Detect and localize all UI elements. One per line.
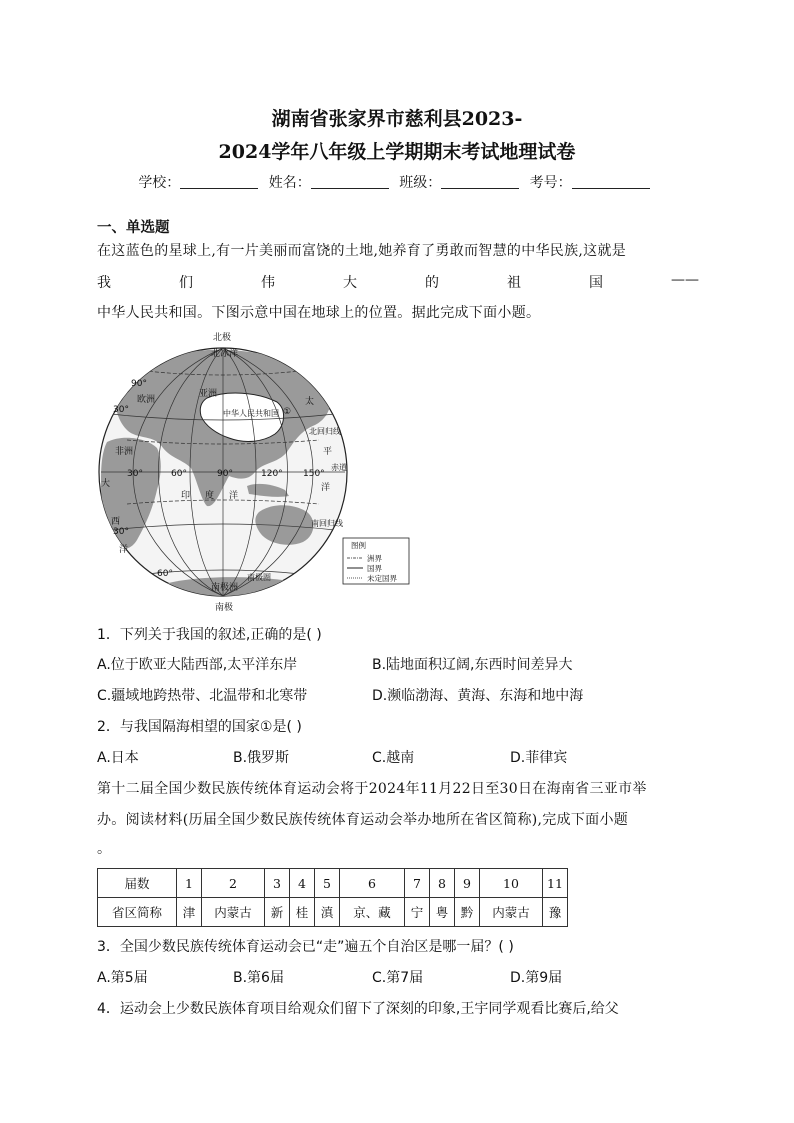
table-cell: 桂 [290, 898, 315, 927]
pacific-label-2: 平 [323, 447, 333, 457]
marker-1-label: ① [283, 407, 292, 417]
table-row [98, 869, 568, 898]
school-blank[interactable] [180, 174, 258, 189]
table-cell: 粤 [430, 898, 455, 927]
tropic-cancer-label: 北回归线 [309, 427, 341, 436]
longitude-30-label: 30° [127, 469, 143, 479]
longitude-60-label: 60° [171, 469, 187, 479]
table-cell: 黔 [455, 898, 480, 927]
intro-dash: —— [671, 272, 699, 288]
q1-option-d[interactable]: D.濒临渤海、黄海、东海和地中海 [372, 688, 584, 704]
legend-undefined-boundary: 未定国界 [367, 574, 397, 583]
table-cell: 内蒙古 [480, 898, 543, 927]
pacific-label-3: 洋 [321, 483, 331, 493]
intro-line1: 在这蓝色的星球上,有一片美丽而富饶的土地,她养育了勇敢而智慧的中华民族,这就是 [97, 243, 627, 259]
q2-option-c[interactable]: C.越南 [372, 750, 415, 766]
table-cell: 省区简称 [98, 898, 177, 927]
table-cell: 10 [480, 869, 543, 898]
south-pole-label: 南极 [215, 603, 234, 613]
table-cell: 1 [177, 869, 202, 898]
q2-option-d[interactable]: D.菲律宾 [510, 750, 568, 766]
legend-national-boundary: 国界 [367, 564, 382, 573]
q3-option-b[interactable]: B.第6届 [233, 970, 284, 986]
table-cell: 8 [430, 869, 455, 898]
intro-word: 国 [589, 275, 603, 291]
table-cell: 内蒙古 [202, 898, 265, 927]
indian-ocean-label-1: 印 [181, 491, 191, 501]
table-cell: 5 [315, 869, 340, 898]
student-info-line [0, 172, 794, 192]
longitude-150-label: 150° [303, 469, 325, 479]
table-cell: 京、藏 [340, 898, 405, 927]
question-1-stem: 1．下列关于我国的叙述,正确的是( ) [97, 627, 322, 643]
china-label: 中华人民共和国 [223, 409, 279, 418]
equator-label: 赤道 [331, 463, 347, 472]
table-cell: 11 [543, 869, 568, 898]
atlantic-label-1: 大 [101, 479, 111, 489]
asia-label: 亚洲 [199, 389, 218, 399]
table-cell: 滇 [315, 898, 340, 927]
atlantic-label-2: 西 [111, 517, 121, 527]
q2-option-b[interactable]: B.俄罗斯 [233, 750, 290, 766]
indian-ocean-label-3: 洋 [229, 491, 239, 501]
longitude-120-label: 120° [261, 469, 283, 479]
exam-title-line1: 湖南省张家界市慈利县2023- [271, 108, 523, 130]
table-cell: 3 [265, 869, 290, 898]
exam-title-line2: 2024学年八年级上学期期末考试地理试卷 [218, 141, 576, 163]
globe-map [97, 330, 417, 615]
question-4-stem: 4．运动会上少数民族体育项目给观众们留下了深刻的印象,王宇同学观看比赛后,给父 [97, 1001, 619, 1017]
question-3-stem: 3．全国少数民族传统体育运动会已“走”遍五个自治区是哪一届？( ) [97, 939, 514, 955]
latitude-90-label: 90° [131, 379, 147, 389]
antarctica-label: 南极洲 [211, 583, 239, 593]
legend-title: 图例 [351, 541, 366, 550]
q3-option-a[interactable]: A.第5届 [97, 970, 148, 986]
q3-option-c[interactable]: C.第7届 [372, 970, 424, 986]
q1-option-c[interactable]: C.疆域地跨热带、北温带和北寒带 [97, 688, 308, 704]
map-legend [343, 538, 409, 584]
table-cell: 新 [265, 898, 290, 927]
material-line2: 办。阅读材料(历届全国少数民族传统体育运动会举办地所在省区简称),完成下面小题 [97, 812, 629, 828]
name-label: 姓名： [268, 175, 311, 191]
name-blank[interactable] [311, 174, 389, 189]
class-label: 班级： [399, 175, 442, 191]
africa-label: 非洲 [115, 447, 134, 457]
intro-word: 伟 [261, 275, 275, 291]
class-blank[interactable] [441, 174, 519, 189]
material-line3: 。 [97, 841, 112, 857]
q1-option-a[interactable]: A.位于欧亚大陆西部,太平洋东岸 [97, 657, 298, 673]
pacific-label-1: 太 [305, 397, 315, 407]
q3-option-d[interactable]: D.第9届 [510, 970, 563, 986]
longitude-90-label: 90° [217, 469, 233, 479]
table-cell: 7 [405, 869, 430, 898]
indian-ocean-label-2: 度 [205, 491, 215, 501]
europe-label: 欧洲 [137, 395, 156, 405]
exam-number-blank[interactable] [572, 174, 650, 189]
table-cell: 宁 [405, 898, 430, 927]
question-2-stem: 2．与我国隔海相望的国家①是( ) [97, 719, 302, 735]
table-row [98, 898, 568, 927]
exam-number-label: 考号： [529, 175, 572, 191]
table-cell: 津 [177, 898, 202, 927]
antarctic-circle-label: 南极圈 [247, 573, 271, 582]
intro-word: 祖 [507, 275, 521, 291]
latitude-60s-label: 60° [157, 569, 173, 579]
material-line1: 第十二届全国少数民族传统体育运动会将于2024年11月22日至30日在海南省三亚市举 [97, 781, 647, 797]
latitude-30s-label: 30° [113, 527, 129, 537]
table-cell: 2 [202, 869, 265, 898]
table-cell: 9 [455, 869, 480, 898]
latitude-30n-label: 30° [113, 405, 129, 415]
legend-continent-boundary: 洲界 [367, 554, 382, 563]
q2-option-a[interactable]: A.日本 [97, 750, 139, 766]
table-cell: 豫 [543, 898, 568, 927]
table-cell: 届数 [98, 869, 177, 898]
intro-word: 们 [179, 275, 193, 291]
arctic-ocean-label: 北冰洋 [211, 349, 239, 359]
school-label: 学校： [138, 175, 181, 191]
intro-word: 我 [97, 275, 111, 291]
north-pole-label: 北极 [213, 333, 232, 343]
table-cell: 6 [340, 869, 405, 898]
intro-word: 的 [425, 275, 439, 291]
intro-line3: 中华人民共和国。下图示意中国在地球上的位置。据此完成下面小题。 [97, 305, 541, 321]
atlantic-label-3: 洋 [119, 545, 129, 555]
intro-word: 大 [343, 275, 357, 291]
section-heading: 一、单选题 [97, 220, 170, 236]
host-province-table [97, 868, 568, 927]
intro-line2 [97, 272, 699, 292]
table-cell: 4 [290, 869, 315, 898]
q1-option-b[interactable]: B.陆地面积辽阔,东西时间差异大 [372, 657, 573, 673]
tropic-capricorn-label: 南回归线 [311, 519, 343, 528]
